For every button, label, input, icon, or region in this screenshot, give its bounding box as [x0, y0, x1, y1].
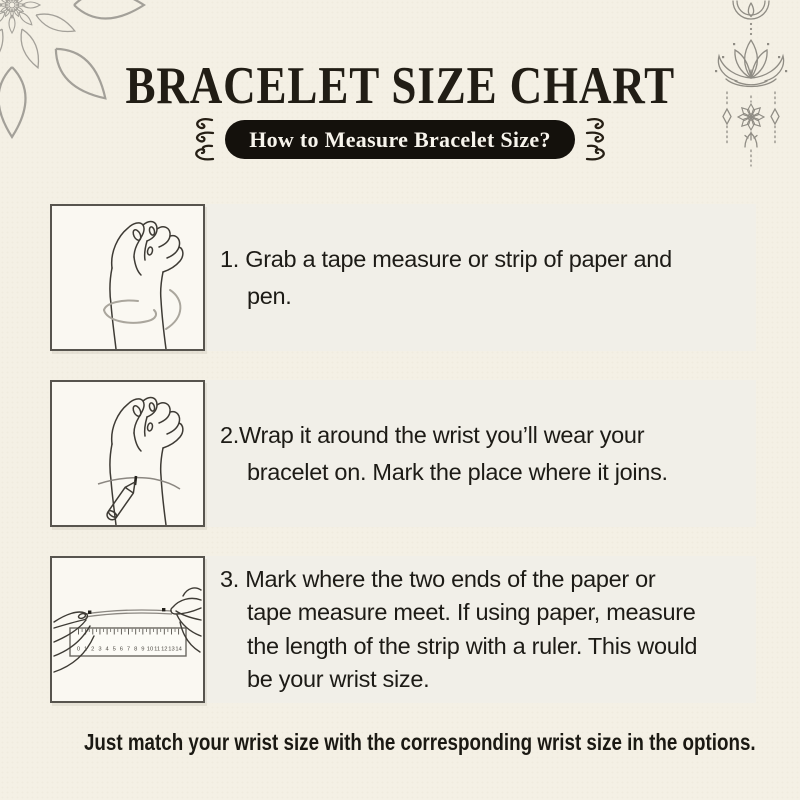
strip-mark-left — [88, 611, 91, 614]
step-1-illustration-box — [50, 204, 205, 351]
fist-with-bracelet-illustration — [52, 206, 203, 349]
step-2-text — [220, 380, 752, 527]
strip-mark-right — [162, 608, 165, 611]
subtitle-text: How to Measure Bracelet Size? — [249, 126, 551, 152]
svg-text:2: 2 — [91, 646, 95, 653]
step-2-row — [50, 380, 756, 527]
svg-text:12: 12 — [161, 646, 168, 653]
step-3-illustration-box — [50, 556, 205, 703]
page-title-text: BRACELET SIZE CHART — [125, 57, 675, 115]
svg-text:6: 6 — [119, 646, 124, 653]
paper-strip-lineart — [85, 610, 172, 617]
subtitle-badge-row — [0, 116, 800, 162]
step-3-row — [50, 556, 756, 703]
svg-text:9: 9 — [141, 646, 145, 653]
step-3-line-4: be your wrist size. — [247, 666, 430, 692]
svg-text:14: 14 — [175, 646, 182, 653]
svg-text:1: 1 — [84, 646, 88, 653]
svg-text:11: 11 — [154, 646, 161, 653]
closed-hand-lineart — [110, 222, 183, 349]
step-1-line-1: 1. Grab a tape measure or strip of paper and — [220, 245, 672, 272]
page-title — [0, 56, 800, 116]
step-3-line-1: 3. Mark where the two ends of the paper or — [220, 565, 656, 592]
fist-with-pen-illustration — [52, 382, 203, 525]
step-2-illustration-box — [50, 380, 205, 527]
step-2-line-2: bracelet on. Mark the place where it joins. — [247, 458, 668, 485]
step-1-text — [220, 204, 752, 351]
pen-icon — [105, 479, 139, 522]
step-1-line-2: pen. — [247, 282, 292, 309]
svg-text:3: 3 — [98, 646, 102, 653]
footer-note — [0, 729, 800, 756]
svg-text:8: 8 — [134, 646, 138, 653]
flourish-right-icon — [584, 116, 614, 162]
svg-text:5: 5 — [112, 646, 116, 653]
subtitle-badge — [225, 120, 575, 159]
step-3-line-3: the length of the strip with a ruler. This would — [247, 632, 698, 659]
step-1-row — [50, 204, 756, 351]
svg-text:13: 13 — [168, 646, 175, 653]
step-2-line-1: 2.Wrap it around the wrist you’ll wear your — [220, 421, 645, 448]
svg-text:4: 4 — [105, 646, 109, 653]
flourish-left-icon — [186, 116, 216, 162]
svg-text:10: 10 — [146, 646, 154, 653]
hands-with-ruler-illustration — [52, 558, 203, 701]
footer-note-text: Just match your wrist size with the corresponding wrist size in the options. — [83, 729, 756, 755]
step-3-line-2: tape measure meet. If using paper, measure — [247, 599, 696, 625]
svg-text:7: 7 — [126, 646, 131, 653]
bracelet-loop-lineart — [104, 290, 180, 329]
step-3-text — [220, 556, 752, 703]
svg-text:0: 0 — [76, 646, 81, 653]
